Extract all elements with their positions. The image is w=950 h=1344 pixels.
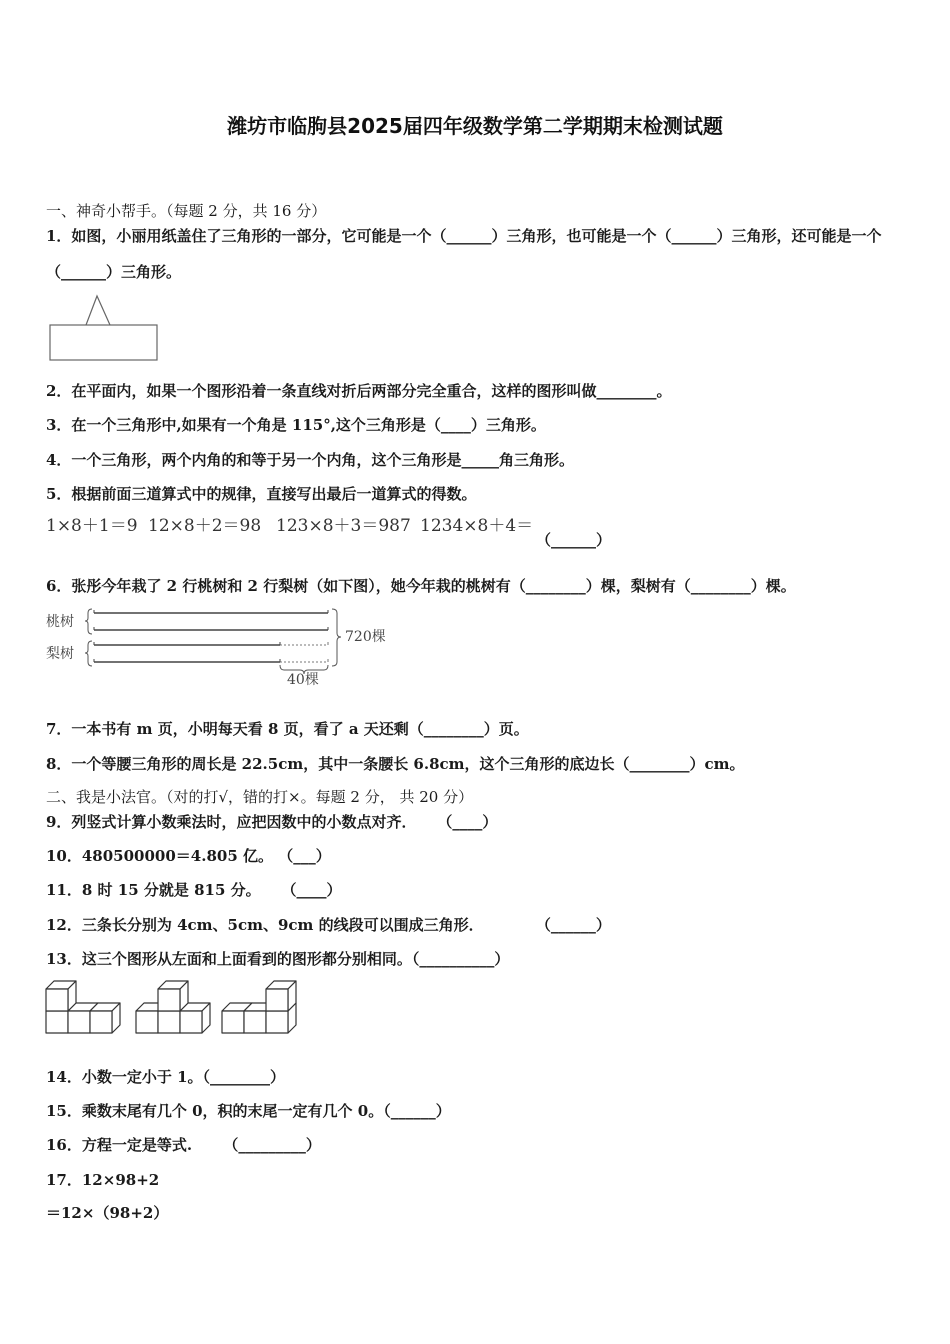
section-2-heading: 二、我是小法官。（对的打√，错的打×。每题 2 分， 共 20 分） [46,788,474,806]
triangle-visible-tip [86,296,110,325]
difference-count-label: 40棵 [287,672,319,688]
question-11: 11．8 时 15 分就是 815 分。 （____） [46,881,342,899]
peach-tree-label: 桃树 [46,614,74,630]
question-5: 5．根据前面三道算式中的规律，直接写出最后一道算式的得数。 [46,485,477,503]
peach-row-1-line [94,610,328,613]
cube [266,981,296,1011]
question-6: 6．张彤今年栽了 2 行桃树和 2 行梨树（如下图），她今年栽的桃树有（________）棵，梨树有（________）棵。 [46,577,796,595]
cube-stack-figures [42,978,304,1038]
question-10: 10．480500000＝4.805 亿。 （___） [46,847,331,865]
total-count-label: 720棵 [345,629,386,645]
page-title: 潍坊市临朐县2025届四年级数学第二学期期末检测试题 [227,114,723,138]
tree-rows-line-diagram [44,604,394,694]
equation-4: 1234×8＋4＝ [420,516,534,536]
peach-left-brace [85,609,92,634]
pear-tree-label: 梨树 [46,646,74,662]
question-7: 7．一本书有 m 页，小明每天看 8 页，看了 a 天还剩（________）页。 [46,720,529,738]
question-1: 1．如图，小丽用纸盖住了三角形的一部分，它可能是一个（______）三角形，也可能是一个（______）三角形，还可能是一个（______）三角形。 [46,227,882,281]
covered-triangle-figure [48,292,160,364]
question-14: 14．小数一定小于 1。（________） [46,1068,286,1086]
equation-3: 123×8＋3＝987 [276,516,411,536]
question-17-line-1: 17．12×98+2 [46,1171,160,1189]
cube-figure-2 [136,981,210,1033]
cube [46,981,76,1011]
equation-1: 1×8＋1＝9 [46,516,138,536]
cube [158,981,188,1011]
question-2: 2．在平面内，如果一个图形沿着一条直线对折后两部分完全重合，这样的图形叫做________。 [46,382,672,400]
question-16: 16．方程一定是等式. （_________） [46,1136,321,1154]
question-15: 15．乘数末尾有几个 0，积的末尾一定有几个 0。（______） [46,1102,451,1120]
pear-left-brace [85,641,92,666]
question-9: 9．列竖式计算小数乘法时，应把因数中的小数点对齐． （____） [46,813,498,831]
total-right-brace [332,609,341,666]
equation-4-answer-blank: （______） [536,531,612,549]
section-1-heading: 一、神奇小帮手。（每题 2 分，共 16 分） [46,202,327,220]
question-8: 8．一个等腰三角形的周长是 22.5cm，其中一条腰长 6.8cm，这个三角形的底边长（________）cm。 [46,755,745,773]
question-4: 4．一个三角形，两个内角的和等于另一个内角，这个三角形是_____角三角形。 [46,451,574,469]
cube [90,1003,120,1033]
pear-row-2-line [94,659,328,662]
question-17-line-2: ＝12×（98+2） [46,1204,169,1222]
equation-2: 12×8＋2＝98 [148,516,262,536]
question-12: 12．三条长分别为 4cm、5cm、9cm 的线段可以围成三角形． （______） [46,916,611,934]
peach-row-2-line [94,627,328,630]
cube-figure-3 [222,981,296,1033]
cube-figure-1 [46,981,120,1033]
cube [180,1003,210,1033]
pear-row-1-line [94,642,328,645]
covering-paper-rectangle [50,325,157,360]
question-13: 13．这三个图形从左面和上面看到的图形都分别相同。（__________） [46,950,510,968]
question-3: 3．在一个三角形中,如果有一个角是 115°,这个三角形是（____）三角形。 [46,416,546,434]
